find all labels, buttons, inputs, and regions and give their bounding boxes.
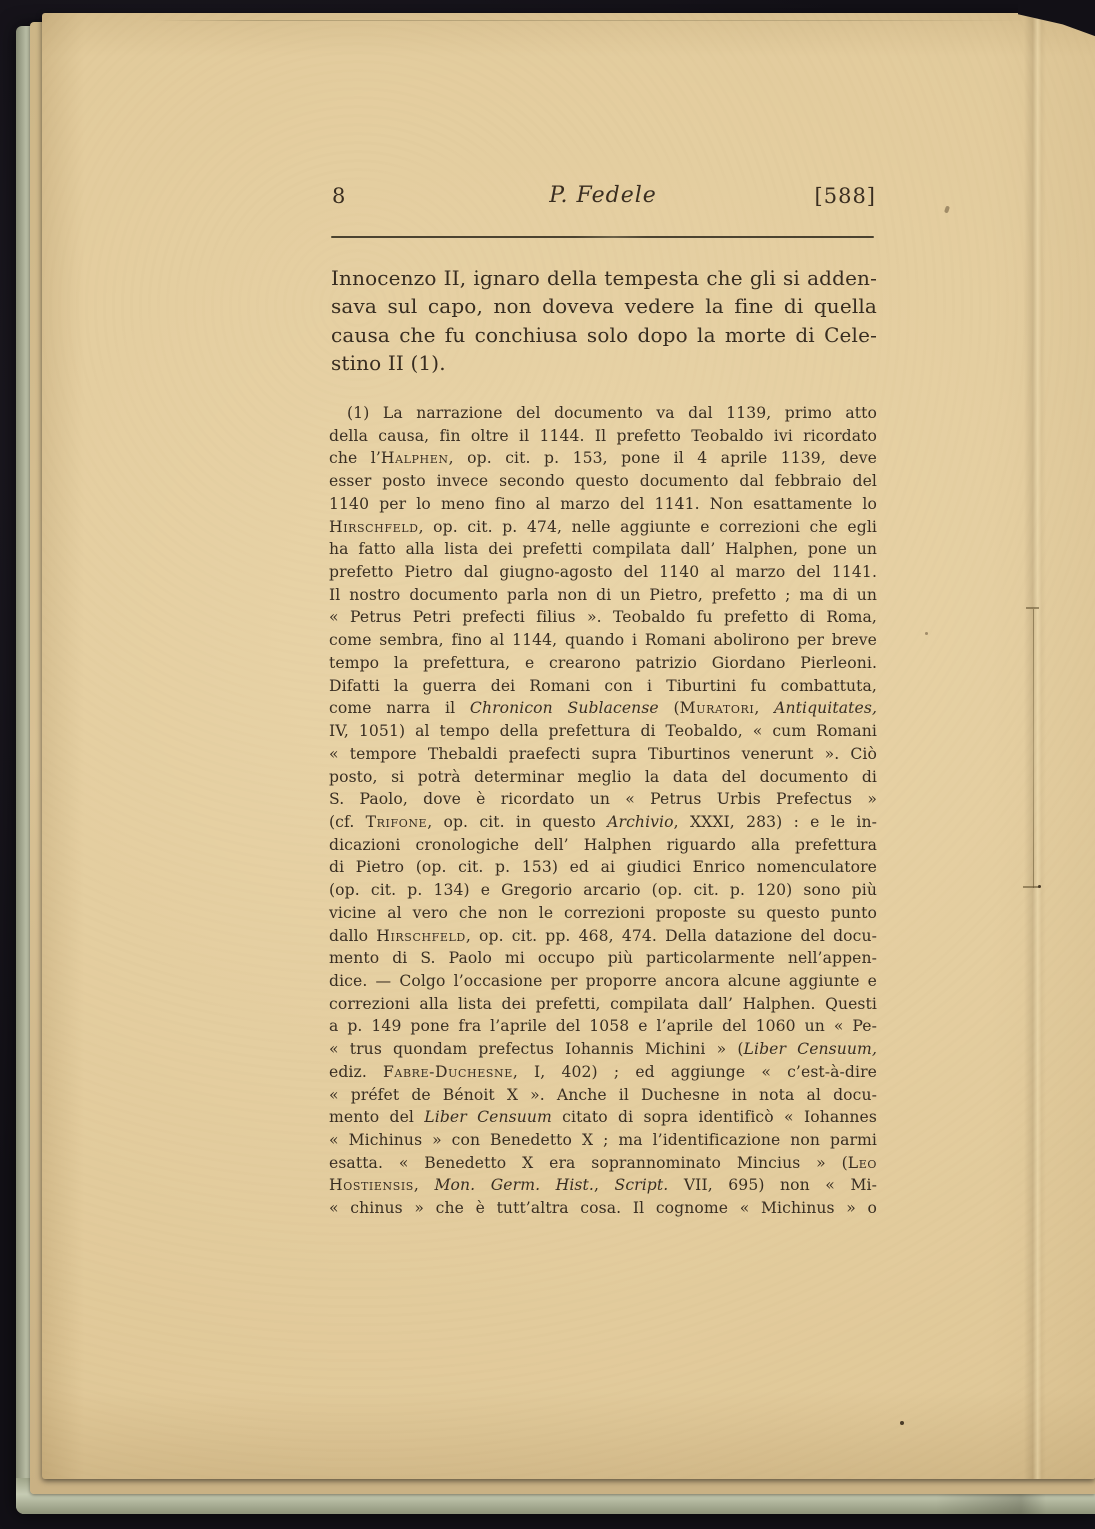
text-line: tempo la prefettura, e crearono patrizio Giordano Pierleoni. xyxy=(329,653,877,672)
text-line: mento di S. Paolo mi occupo più particolarmente nell’appen- xyxy=(329,949,877,968)
text-line: ediz. Fabre-Duchesne, I, 402) ; ed aggiunge « c’est-à-dire xyxy=(329,1062,877,1081)
text-line: Il nostro documento parla non di un Pietro, prefetto ; ma di un xyxy=(329,585,877,604)
text-line: che l’Halphen, op. cit. p. 153, pone il 4 aprile 1139, deve xyxy=(329,449,877,468)
text-line: causa che fu conchiusa solo dopo la morte di Cele- xyxy=(331,322,877,347)
text-line: a p. 149 pone fra l’aprile del 1058 e l’aprile del 1060 un « Pe- xyxy=(329,1017,877,1036)
text-line: ha fatto alla lista dei prefetti compilata dall’ Halphen, pone un xyxy=(329,540,877,559)
text-line: Hostiensis, Mon. Germ. Hist., Script. VII, 695) non « Mi- xyxy=(329,1176,877,1195)
text-line: della causa, fin oltre il 1144. Il prefetto Teobaldo ivi ricordato xyxy=(329,426,877,445)
text-line: Innocenzo II, ignaro della tempesta che gli si adden- xyxy=(331,266,877,290)
text-line: IV, 1051) al tempo della prefettura di Teobaldo, « cum Romani xyxy=(329,722,877,741)
text-line: « Michinus » con Benedetto X ; ma l’identificazione non parmi xyxy=(329,1131,877,1149)
text-line: S. Paolo, dove è ricordato un « Petrus Urbis Prefectus » xyxy=(329,790,877,809)
text-line: sava sul capo, non doveva vedere la fine di quella xyxy=(331,294,877,319)
text-line: di Pietro (op. cit. p. 153) ed ai giudici Enrico nomenculatore xyxy=(329,858,877,877)
page-number: 8 xyxy=(332,184,346,208)
text-line: correzioni alla lista dei prefetti, compilata dall’ Halphen. Questi xyxy=(329,994,877,1013)
text-line: (cf. Trifone, op. cit. in questo Archivio, XXXI, 283) : e le in- xyxy=(329,812,878,831)
text-line: stino II (1). xyxy=(331,351,446,376)
text-line: « tempore Thebaldi praefecti supra Tiburtinos venerunt ». Ciò xyxy=(329,744,877,763)
pressed-impression-line xyxy=(1033,609,1034,888)
text-line: « préfet de Bénoit X ». Anche il Duchesne in nota al docu- xyxy=(329,1085,877,1104)
text-line: « Petrus Petri prefecti filius ». Teobaldo fu prefetto di Roma, xyxy=(329,608,877,627)
text-line: « chinus » che è tutt’altra cosa. Il cognome « Michinus » o xyxy=(329,1199,877,1218)
running-title: P. Fedele xyxy=(549,183,657,208)
text-line: (1) La narrazione del documento va dal 1139, primo atto xyxy=(347,404,877,422)
book-page xyxy=(42,13,1095,1479)
text-line: Difatti la guerra dei Romani con i Tiburtini fu combattuta, xyxy=(329,676,877,695)
paper-speck xyxy=(925,632,928,635)
text-line: prefetto Pietro dal giugno-agosto del 1140 al marzo del 1141. xyxy=(329,563,877,582)
text-line: Hirschfeld, op. cit. p. 474, nelle aggiunte e correzioni che egli xyxy=(329,517,877,536)
impression-tick-top xyxy=(1026,607,1039,609)
page-top-seam xyxy=(152,20,1025,21)
column-number: [588] xyxy=(814,184,876,208)
footnote-block xyxy=(329,402,877,1220)
text-line: posto, si potrà determinar meglio la data del documento di xyxy=(329,767,877,786)
text-line: esatta. « Benedetto X era soprannominato Mincius » (Leo xyxy=(329,1153,877,1172)
page-header xyxy=(330,183,876,213)
text-line: mento del Liber Censuum citato di sopra identificò « Iohannes xyxy=(329,1108,877,1127)
text-line: « trus quondam prefectus Iohannis Michini » (Liber Censuum, xyxy=(329,1040,877,1059)
paper-speck xyxy=(900,1421,904,1425)
paper-speck xyxy=(944,206,950,214)
text-line: (op. cit. p. 134) e Gregorio arcario (op. cit. p. 120) sono più xyxy=(329,881,877,900)
page-fold-crease xyxy=(1024,13,1046,1479)
impression-dot xyxy=(1038,885,1041,888)
text-line: come narra il Chronicon Sublacense (Muratori, Antiquitates, xyxy=(329,699,877,718)
main-paragraph xyxy=(331,264,877,378)
text-line: come sembra, fino al 1144, quando i Romani abolirono per breve xyxy=(329,631,877,650)
text-line: vicine al vero che non le correzioni proposte su questo punto xyxy=(329,903,877,922)
text-line: esser posto invece secondo questo documento dal febbraio del xyxy=(329,472,877,491)
text-line: dicazioni cronologiche dell’ Halphen riguardo alla prefettura xyxy=(329,835,877,854)
text-line: dallo Hirschfeld, op. cit. pp. 468, 474. Della datazione del docu- xyxy=(329,926,877,945)
header-rule xyxy=(331,236,874,238)
text-line: dice. — Colgo l’occasione per proporre ancora alcune aggiunte e xyxy=(329,971,877,990)
text-line: 1140 per lo meno fino al marzo del 1141. Non esattamente lo xyxy=(329,494,877,513)
